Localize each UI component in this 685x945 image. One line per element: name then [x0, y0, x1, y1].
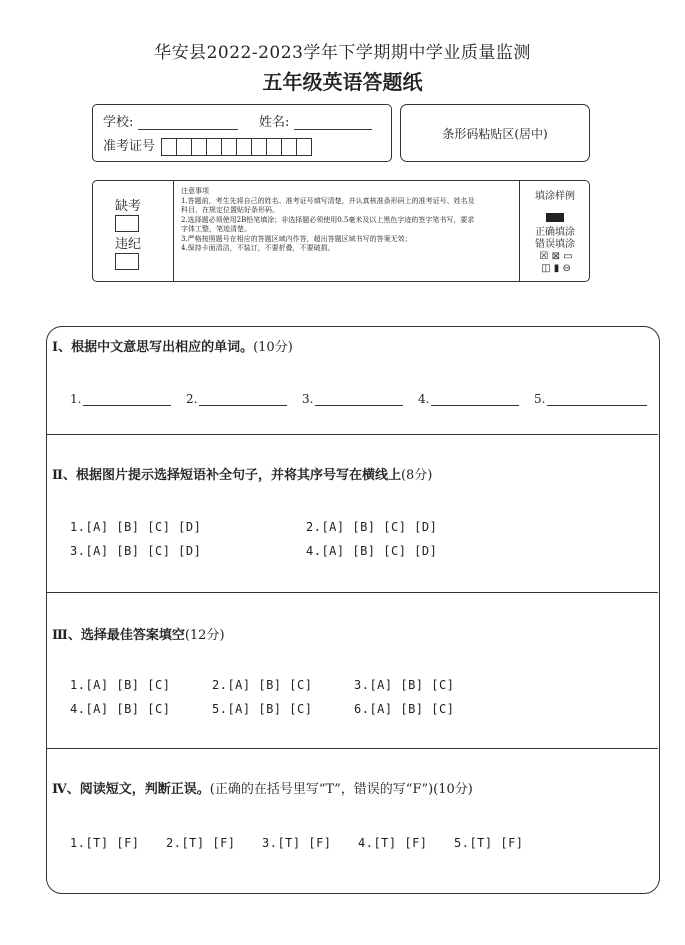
answer-row[interactable]: 4.[A] [B] [C] [D] [306, 544, 438, 558]
blank-5[interactable]: 5. [534, 392, 647, 406]
blank-3[interactable]: 3. [302, 392, 403, 406]
answer-row[interactable]: 2.[T] [F] [166, 836, 236, 850]
answer-row[interactable]: 4.[A] [B] [C] [70, 702, 171, 716]
answer-row[interactable]: 6.[A] [B] [C] [354, 702, 455, 716]
section-divider [46, 748, 658, 749]
fill-sample-label: 填涂样例 [535, 191, 575, 202]
notice-item: 1.答题前，考生先将自己的姓名、准考证号填写清楚，并认真核准条形码上的准考证号、姓名及科目，在规定位置贴好条形码。 [181, 196, 475, 214]
answer-row[interactable]: 5.[T] [F] [454, 836, 524, 850]
notice-item: 2.选择题必须使用2B铅笔填涂；非选择题必须使用0.5毫米及以上黑色字迹的签字笔书写，要求字体工整，笔迹清楚。 [181, 215, 475, 233]
blank-4[interactable]: 4. [418, 392, 519, 406]
answer-row[interactable]: 2.[A] [B] [C] [212, 678, 313, 692]
answer-row[interactable]: 3.[A] [B] [C] [354, 678, 455, 692]
absent-checkbox[interactable] [115, 215, 139, 232]
exam-number-grid[interactable] [161, 138, 311, 156]
answer-row[interactable]: 4.[T] [F] [358, 836, 428, 850]
section-3-title: Ⅲ、选择最佳答案填空(12分) [52, 628, 225, 643]
answer-row[interactable]: 3.[T] [F] [262, 836, 332, 850]
answer-row[interactable]: 5.[A] [B] [C] [212, 702, 313, 716]
absent-label: 缺考 [115, 199, 142, 214]
barcode-area [400, 104, 590, 162]
section-4-title: Ⅳ、阅读短文，判断正误。(正确的在括号里写“T”，错误的写“F”)(10分) [52, 782, 473, 797]
student-info-box [92, 104, 392, 162]
exam-number-label: 准考证号 [103, 139, 156, 154]
answer-sheet-title: 五年级英语答题纸 [262, 70, 423, 94]
wrong-fill-icons: ☒ ⊠ ▭ ◫ ▮ ⊖ [539, 251, 573, 274]
exam-title: 华安县2022-2023学年下学期期中学业质量监测 [154, 43, 531, 63]
section-divider [46, 592, 658, 593]
notice-title: 注意事项 [181, 187, 209, 195]
name-field[interactable] [294, 129, 372, 130]
answer-row[interactable]: 1.[T] [F] [70, 836, 140, 850]
notice-item: 3.严格按照题号在相应的答题区域内作答，超出答题区域书写的答案无效； [181, 234, 412, 243]
section-divider [46, 434, 658, 435]
notice-box [92, 180, 590, 282]
answer-area [46, 326, 660, 894]
section-1-title: Ⅰ、根据中文意思写出相应的单词。(10分) [52, 340, 293, 355]
answer-row[interactable]: 1.[A] [B] [C] [70, 678, 171, 692]
notice-item: 4.保持卡面清洁，不装订，不要折叠，不要破损。 [181, 244, 335, 252]
school-field[interactable] [138, 129, 238, 130]
answer-row[interactable]: 2.[A] [B] [C] [D] [306, 520, 438, 534]
answer-row[interactable]: 3.[A] [B] [C] [D] [70, 544, 202, 558]
blank-2[interactable]: 2. [186, 392, 287, 406]
wrong-fill-label: 错误填涂 [535, 239, 575, 250]
blank-1[interactable]: 1. [70, 392, 171, 406]
section-2-title: Ⅱ、根据图片提示选择短语补全句子，并将其序号写在横线上(8分) [52, 468, 433, 483]
correct-fill-label: 正确填涂 [535, 227, 575, 238]
violation-checkbox[interactable] [115, 253, 139, 270]
violation-label: 违纪 [115, 237, 142, 252]
school-label: 学校: [103, 115, 134, 130]
answer-row[interactable]: 1.[A] [B] [C] [D] [70, 520, 202, 534]
barcode-label: 条形码粘贴区(居中) [442, 127, 548, 141]
name-label: 姓名: [259, 115, 290, 130]
